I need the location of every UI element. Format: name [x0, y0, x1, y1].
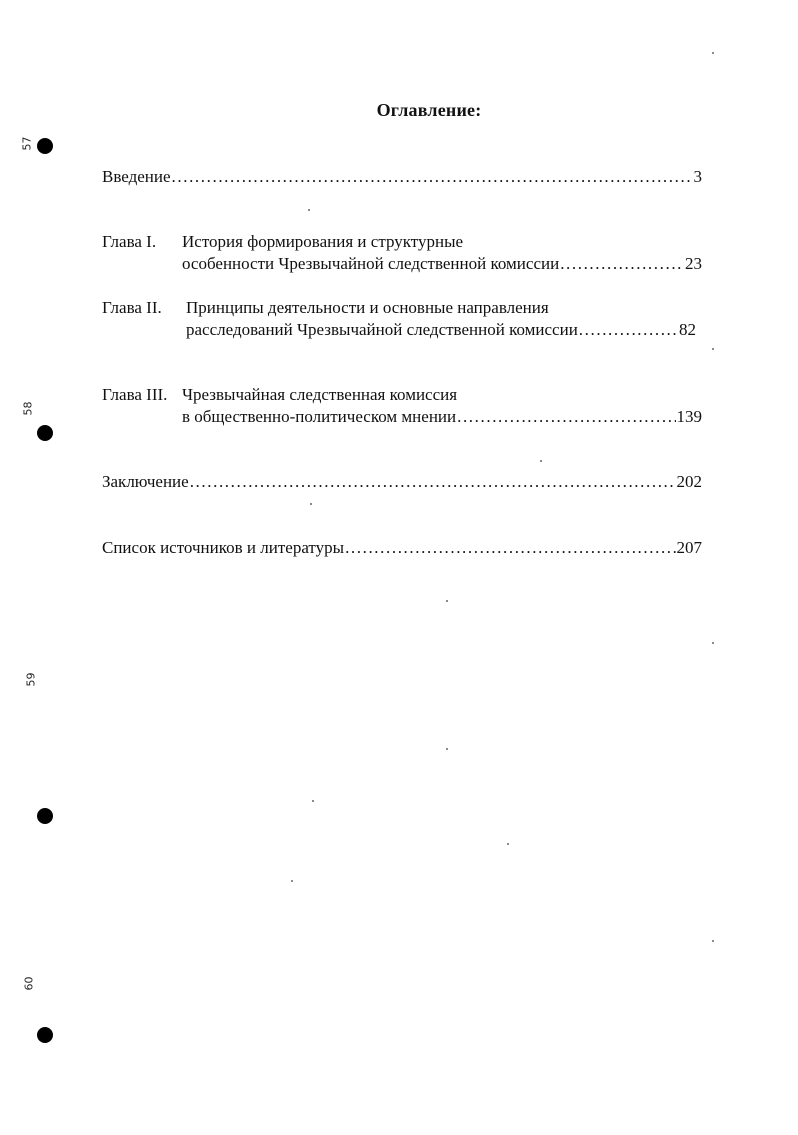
chapter-label: Глава III. — [102, 385, 168, 404]
toc-entry-bibliography[interactable] — [102, 537, 702, 559]
scan-speck — [712, 52, 714, 54]
scan-speck — [446, 748, 448, 750]
toc-page-number: 207 — [676, 538, 702, 557]
scan-speck — [446, 600, 448, 602]
margin-mark: 57 — [20, 136, 34, 151]
toc-entry-text: Заключение — [102, 472, 189, 491]
toc-entry-text: расследований Чрезвычайной следственной комиссии — [186, 320, 578, 339]
toc-entry-introduction[interactable] — [102, 166, 702, 188]
scan-speck — [291, 880, 293, 882]
dot-leader — [172, 166, 693, 188]
toc-entry-conclusion[interactable] — [102, 471, 702, 493]
margin-mark: 58 — [21, 401, 35, 416]
scan-speck — [712, 940, 714, 942]
scan-speck — [712, 348, 714, 350]
toc-page-number: 3 — [693, 167, 702, 186]
punch-hole — [37, 1027, 53, 1043]
toc-page-number: 202 — [676, 472, 702, 491]
scan-speck — [712, 642, 714, 644]
toc-entry-chapter-2[interactable] — [102, 297, 702, 341]
toc-entry-text: особенности Чрезвычайной следственной комиссии — [182, 254, 560, 273]
dot-leader — [190, 471, 676, 493]
scan-speck — [507, 843, 509, 845]
chapter-label: Глава II. — [102, 298, 162, 317]
scan-speck — [308, 209, 310, 211]
punch-hole — [37, 808, 53, 824]
toc-entry-text: Введение — [102, 167, 171, 186]
toc-entry-text: Принципы деятельности и основные направления — [186, 298, 549, 317]
punch-hole — [37, 138, 53, 154]
toc-entry-chapter-3[interactable] — [102, 384, 702, 428]
dot-leader — [579, 319, 678, 341]
toc-page-number: 82 — [679, 320, 696, 339]
toc-entry-text: Чрезвычайная следственная комиссия — [182, 385, 458, 404]
toc-entry-text: в общественно-политическом мнении — [182, 407, 457, 426]
chapter-label: Глава I. — [102, 232, 157, 251]
dot-leader — [345, 537, 675, 559]
toc-title: Оглавление: — [376, 100, 482, 120]
toc-page-number: 23 — [685, 254, 702, 273]
scan-speck — [540, 460, 542, 462]
scan-speck — [312, 800, 314, 802]
toc-entry-text: История формирования и структурные — [182, 232, 464, 251]
toc-entry-chapter-1[interactable] — [102, 231, 702, 275]
punch-hole — [37, 425, 53, 441]
margin-mark: 60 — [22, 976, 36, 991]
dot-leader — [560, 253, 684, 275]
dot-leader — [457, 406, 675, 428]
margin-mark: 59 — [24, 672, 38, 687]
toc-entry-text: Список источников и литературы — [102, 538, 345, 557]
toc-page-number: 139 — [676, 407, 702, 426]
scan-speck — [310, 503, 312, 505]
